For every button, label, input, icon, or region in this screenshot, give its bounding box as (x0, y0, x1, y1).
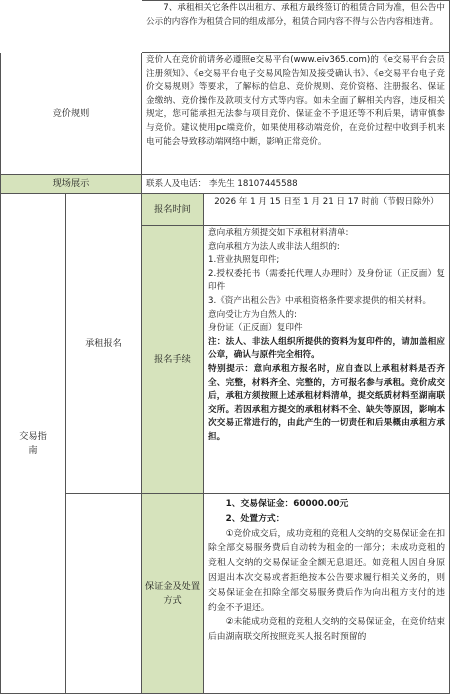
bidding-rules-label: 竞价规则 (52, 107, 90, 119)
site-visit-label-cell (0, 175, 142, 194)
registration-label: 承租报名 (85, 337, 122, 349)
terms-cell (142, 0, 450, 53)
deposit-cell (204, 494, 450, 694)
bidding-rules-text: 竞价人在竞价前请务必遵照e交易平台(www.eiv365.com)的《e交易平台会员注册须知》、《e交易平台电子交易风险告知及接受确认书》、《e交易平台电子竞价交易规则》等要求，了解标的信息、竞价规则、竞价资格、注册报名、保证金缴纳、竞价操作及款项支付方式等内容。如未全面了解相关内容，违反相关规定，您可能承担无法参与项目竞价、保证金不予退还等不利后果，请审慎参与竞价。建议使用pc端竞价，如果使用移动端竞价，在竞价过程中收到手机来电可能会导致移动端网络中断，影响正常竞价。 (146, 55, 445, 147)
procedure-line: 身份证（正反面）复印件 (208, 323, 303, 334)
registration-procedure-label: 报名手续 (154, 353, 191, 365)
procedure-line: 意向承租方须提交如下承租材料清单: (208, 228, 349, 238)
trading-guide-label-cell (0, 194, 66, 694)
deposit-amount: 1、交易保证金：60000.00元 (225, 499, 349, 509)
bidding-rules-cell (142, 53, 450, 175)
procedure-special-notice: 特别提示：意向承租方报名时，应自查以上承租材料是否齐全、完整，材料齐全、完整的，方可报名参与承租。竞价成交后，承租方须按照上述承租材料清单，提交纸质材料至湖南联交所。若因承租方提交的承租材料不全、缺失等原因，影响本次交易正常进行的，由此产生的一切责任和后果概由承租方承担。 (208, 363, 445, 442)
procedure-line: 意向承租方为法人或非法人组织的: (208, 241, 340, 252)
procedure-line: 2.授权委托书（需委托代理人办理时）及身份证（正反面）复印件 (208, 268, 445, 293)
registration-label-cell (66, 194, 142, 494)
deposit-blank-cell (66, 494, 142, 694)
procedure-line: 3.《资产出租公告》中承租资格条件要求提供的相关材料。 (208, 295, 432, 306)
deposit-label-cell (142, 494, 204, 694)
bidding-rules-label-cell (0, 53, 142, 175)
deposit-method-title: 2、处置方式： (225, 513, 285, 524)
registration-procedure-cell (204, 226, 450, 494)
procedure-line: 1.营业执照复印件; (208, 255, 280, 266)
deposit-paragraph-2: ②未能成功竞租的竞租人交纳的交易保证金，在竞价结束后由湖南联交所按照竞买人报名时预留的 (208, 617, 445, 643)
trading-guide-label: 交易指南 (19, 430, 47, 456)
registration-time-text: 2026 年 1 月 15 日至 1 月 21 日 17 时前（节假日除外） (214, 197, 439, 207)
procedure-note: 注：法人、非法人组织所提供的资料为复印件的，请加盖相应公章，确认与原件完全相符。 (208, 336, 445, 361)
registration-time-cell (204, 194, 450, 226)
deposit-label: 保证金及处置方式 (144, 580, 201, 606)
procedure-line: 意向受让方为自然人的: (208, 309, 297, 320)
site-visit-contact: 联系人及电话： 李先生 18107445588 (146, 179, 298, 189)
registration-time-label: 报名时间 (154, 203, 191, 215)
site-visit-label: 现场展示 (52, 178, 90, 189)
deposit-paragraph-1: ①竞价成交后，成功竞租的竞租人交纳的交易保证金在扣除全部交易服务费后自动转为租金的一部分；未成功竞租的竞租人交纳的交易保证金全额无息退还。如竞租人因自身原因退出本次交易或者拒绝按本公告要求履行相关义务的，则交易保证金在扣除全部交易服务费后作为向出租方支付的违约金不予退还。 (208, 528, 445, 613)
terms-text: 7、承租相关它条件以出租方、承租方最终签订的租赁合同为准，但公告中公示的内容作为租赁合同的组成部分，租赁合同内容不得与公告内容相违背。 (146, 3, 445, 27)
site-visit-cell (142, 175, 450, 194)
registration-time-label-cell (142, 194, 204, 226)
registration-procedure-label-cell (142, 226, 204, 494)
